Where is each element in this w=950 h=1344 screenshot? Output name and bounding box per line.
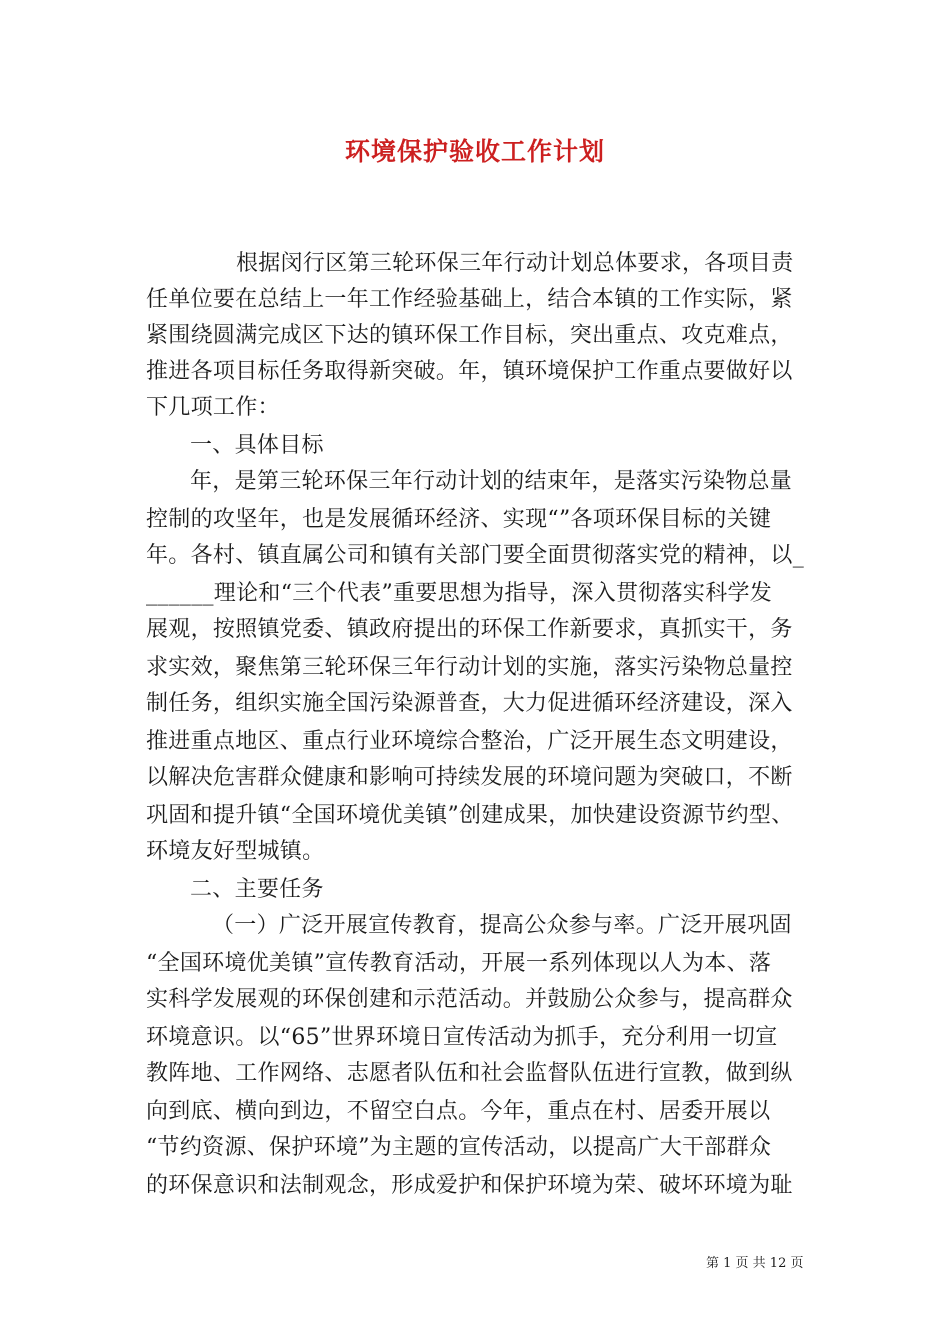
paragraph-line: （一）广泛开展宣传教育，提高公众参与率。广泛开展巩固 (212, 913, 792, 938)
paragraph-line: 实科学发展观的环保创建和示范活动。并鼓励公众参与，提高群众 (146, 987, 793, 1012)
document-title: 环境保护验收工作计划 (344, 137, 605, 166)
paragraph-line: 的环保意识和法制观念，形成爱护和保护环境为荣、破坏环境为耻 (146, 1173, 793, 1198)
paragraph-line: 推进重点地区、重点行业环境综合整治，广泛开展生态文明建设， (146, 729, 793, 754)
paragraph-line: 环境友好型城镇。 (146, 839, 325, 864)
paragraph-line: 向到底、横向到边，不留空白点。今年，重点在村、居委开展以 (146, 1099, 771, 1124)
paragraph-line: 控制的攻坚年，也是发展循环经济、实现“”各项环保目标的关键 (146, 507, 772, 532)
paragraph-line: “节约资源、保护环境”为主题的宣传活动，以提高广大干部群众 (146, 1135, 772, 1160)
section-heading: 一、具体目标 (190, 433, 324, 458)
section-heading: 二、主要任务 (190, 877, 324, 902)
paragraph-line: 根据闵行区第三轮环保三年行动计划总体要求，各项目责 (236, 251, 794, 276)
paragraph-line: 展观，按照镇党委、镇政府提出的环保工作新要求，真抓实干，务 (146, 617, 793, 642)
paragraph-line: ______理论和“三个代表”重要思想为指导，深入贯彻落实科学发 (146, 581, 773, 606)
paragraph-line: 紧围绕圆满完成区下达的镇环保工作目标，突出重点、攻克难点， (146, 323, 793, 348)
paragraph-line: 下几项工作： (146, 395, 280, 420)
paragraph-line: 以解决危害群众健康和影响可持续发展的环境问题为突破口，不断 (146, 765, 793, 790)
paragraph-line: “全国环境优美镇”宣传教育活动，开展一系列体现以人为本、落 (146, 951, 772, 976)
paragraph-line: 制任务，组织实施全国污染源普查，大力促进循环经济建设，深入 (146, 691, 793, 716)
paragraph-line: 教阵地、工作网络、志愿者队伍和社会监督队伍进行宣教，做到纵 (146, 1061, 793, 1086)
paragraph-line: 巩固和提升镇“全国环境优美镇”创建成果，加快建设资源节约型、 (146, 803, 794, 828)
paragraph-line: 求实效，聚焦第三轮环保三年行动计划的实施，落实污染物总量控 (146, 655, 793, 680)
page-number: 第 1 页 共 12 页 (706, 1256, 804, 1271)
paragraph-line: 环境意识。以“65”世界环境日宣传活动为抓手，充分利用一切宣 (146, 1025, 778, 1050)
paragraph-line: 年，是第三轮环保三年行动计划的结束年，是落实污染物总量 (190, 469, 793, 494)
paragraph-line: 推进各项目标任务取得新突破。年，镇环境保护工作重点要做好以 (146, 359, 793, 384)
paragraph-line: 年。各村、镇直属公司和镇有关部门要全面贯彻落实党的精神，以_ (146, 543, 805, 568)
paragraph-line: 任单位要在总结上一年工作经验基础上，结合本镇的工作实际，紧 (146, 287, 793, 312)
